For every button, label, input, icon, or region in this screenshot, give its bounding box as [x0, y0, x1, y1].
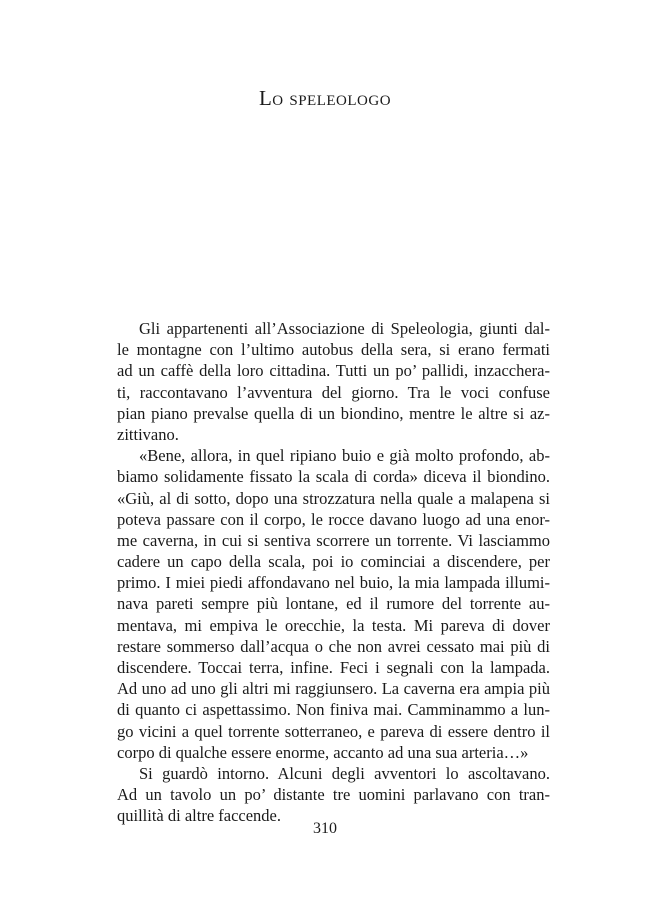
text-line: zittivano. — [117, 424, 179, 444]
text-line: nava pareti sempre più lontane, ed il rumore del torrente au- — [117, 594, 550, 614]
text-line: «Bene, allora, in quel ripiano buio e già molto profondo, ab- — [139, 446, 550, 466]
text-line: Ad un tavolo un po’ distante tre uomini parlavano con tran- — [117, 785, 550, 805]
text-line: mentava, mi empiva le orecchie, la testa. Mi pareva di dover — [117, 615, 550, 635]
text-line: biamo solidamente fissato la scala di corda» diceva il biondino. — [117, 467, 550, 487]
text-line: discendere. Toccai terra, infine. Feci i segnali con la lampada. — [117, 658, 550, 677]
chapter-title: Lo speleologo — [258, 86, 392, 110]
text-line: Gli appartenenti all’Associazione di Speleologia, giunti dal- — [139, 319, 550, 338]
text-line: me caverna, in cui si sentiva scorrere un torrente. Vi lasciammo — [117, 530, 550, 550]
text-line: cadere un capo della scala, poi io cominciai a discendere, per — [117, 552, 550, 572]
text-line: le montagne con l’ultimo autobus della sera, si erano fermati — [117, 340, 550, 360]
text-line: ti, raccontavano l’avventura del giorno. Tra le voci confuse — [117, 382, 550, 402]
text-line: primo. I miei piedi affondavano nel buio, la mia lampada illumi- — [117, 573, 550, 593]
page-number: 310 — [313, 820, 337, 837]
text-line: quillità di altre faccende. — [117, 806, 282, 826]
text-line: di quanto ci aspettassimo. Non finiva mai. Camminammo a lun- — [117, 700, 550, 720]
text-line: corpo di qualche essere enorme, accanto ad una sua arteria…» — [117, 742, 529, 762]
body-text — [117, 318, 550, 827]
text-line: restare sommerso dall’acqua o che non avrei cessato mai più di — [117, 636, 550, 656]
text-line: Ad uno ad uno gli altri mi raggiunsero. La caverna era ampia più — [117, 679, 550, 699]
text-line: ad un caffè della loro cittadina. Tutti un po’ pallidi, inzacchera- — [117, 361, 550, 381]
text-line: go vicini a quel torrente sotterraneo, e pareva di essere dentro il — [117, 721, 550, 741]
text-line: poteva passare con il corpo, le rocce davano luogo ad una enor- — [117, 509, 550, 529]
text-line: Si guardò intorno. Alcuni degli avventori lo ascoltavano. — [139, 763, 550, 783]
text-line: pian piano prevalse quella di un biondino, mentre le altre si az- — [117, 403, 550, 423]
text-line: «Giù, al di sotto, dopo una strozzatura nella quale a malapena si — [117, 488, 550, 508]
